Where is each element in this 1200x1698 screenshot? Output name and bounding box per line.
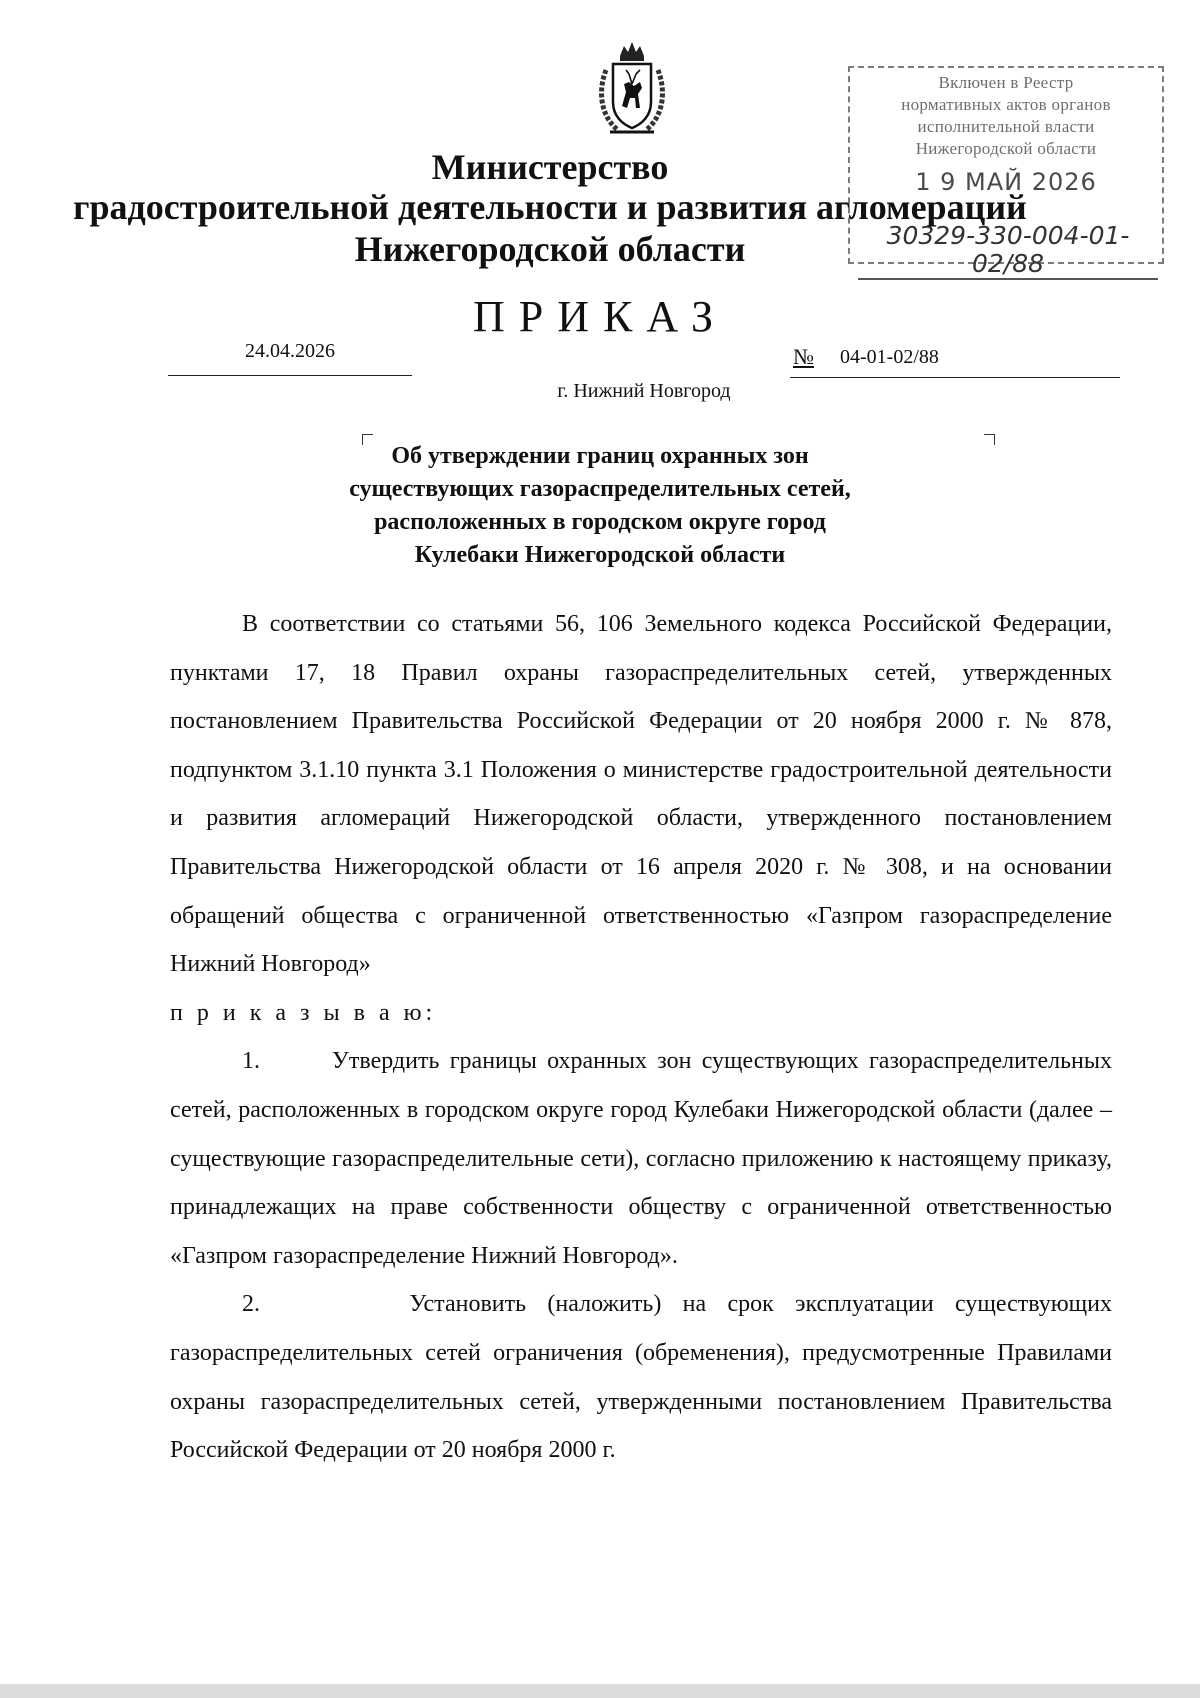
item-2-text: Установить (наложить) на срок эксплуатации существующих газораспределительных сетей ограничения (обременения), предусмотренные Правилами охраны газораспределительных сетей, утвержденными постановлением Правительства Российской Федерации от 20 ноября 2000 г. xyxy=(170,1291,1112,1464)
title-line: Кулебаки Нижегородской области xyxy=(414,542,786,568)
order-word: п р и к а з ы в а ю: xyxy=(170,999,437,1026)
date-underline xyxy=(168,375,412,376)
item-2-number: 2. xyxy=(242,1291,260,1318)
order-item-1 xyxy=(170,1037,1112,1280)
stamp-date: 1 9 МАЙ 2026 xyxy=(915,168,1097,196)
document-title xyxy=(0,440,1200,572)
item-1-text: Утвердить границы охранных зон существующих газораспределительных сетей, расположенных в городском округе город Кулебаки Нижегородской области (далее – существующие газораспределительные сети), согласно приложению к настоящему приказу, принадлежащих на праве собственности обществу с ограниченной ответственностью «Газпром газораспределение Нижний Новгород». xyxy=(170,1048,1112,1269)
stamp-line-3: исполнительной власти xyxy=(917,117,1095,136)
document-type: ПРИКАЗ xyxy=(472,292,728,341)
title-line: Об утверждении границ охранных зон xyxy=(391,443,809,469)
title-line: расположенных в городском округе город xyxy=(374,509,826,535)
stamp-line-2: нормативных актов органов xyxy=(901,95,1111,114)
document-date: 24.04.2026 xyxy=(245,340,335,362)
ministry-name-line-1: Министерство xyxy=(431,147,669,187)
document-city: г. Нижний Новгород xyxy=(557,380,731,402)
preamble-paragraph: В соответствии со статьями 56, 106 Земельного кодекса Российской Федерации, пунктами 17, 18 Правил охраны газораспределительных сетей, утвержденных постановлением Правительства Российской Федерации от 20 ноября 2000 г. № 878, подпунктом 3.1.10 пункта 3.1 Положения о министерстве градостроительной деятельности и развития агломераций Нижегородской области, утвержденного постановлением Правительства Нижегородской области от 16 апреля 2020 г. № 308, и на основании обращений общества с ограниченной ответственностью «Газпром газораспределение Нижний Новгород» xyxy=(170,611,1112,978)
number-sign: № xyxy=(793,344,814,369)
ministry-name-line-2: градостроительной деятельности и развития агломераций xyxy=(73,187,1027,227)
document-number: 04-01-02/88 xyxy=(840,346,939,368)
stamp-registration-number: 30329-330-004-01-02/88 xyxy=(858,222,1158,280)
title-line: существующих газораспределительных сетей, xyxy=(349,476,851,502)
item-1-number: 1. xyxy=(242,1048,260,1075)
ministry-name-line-3: Нижегородской области xyxy=(354,229,746,269)
stamp-line-1: Включен в Реестр xyxy=(938,73,1074,92)
page-bottom-edge xyxy=(0,1684,1200,1698)
document-body xyxy=(170,600,1112,1475)
number-underline xyxy=(790,377,1120,378)
stamp-line-4: Нижегородской области xyxy=(915,139,1097,158)
coat-of-arms-icon xyxy=(596,40,668,138)
order-item-2 xyxy=(170,1280,1112,1474)
registry-stamp xyxy=(848,66,1164,278)
